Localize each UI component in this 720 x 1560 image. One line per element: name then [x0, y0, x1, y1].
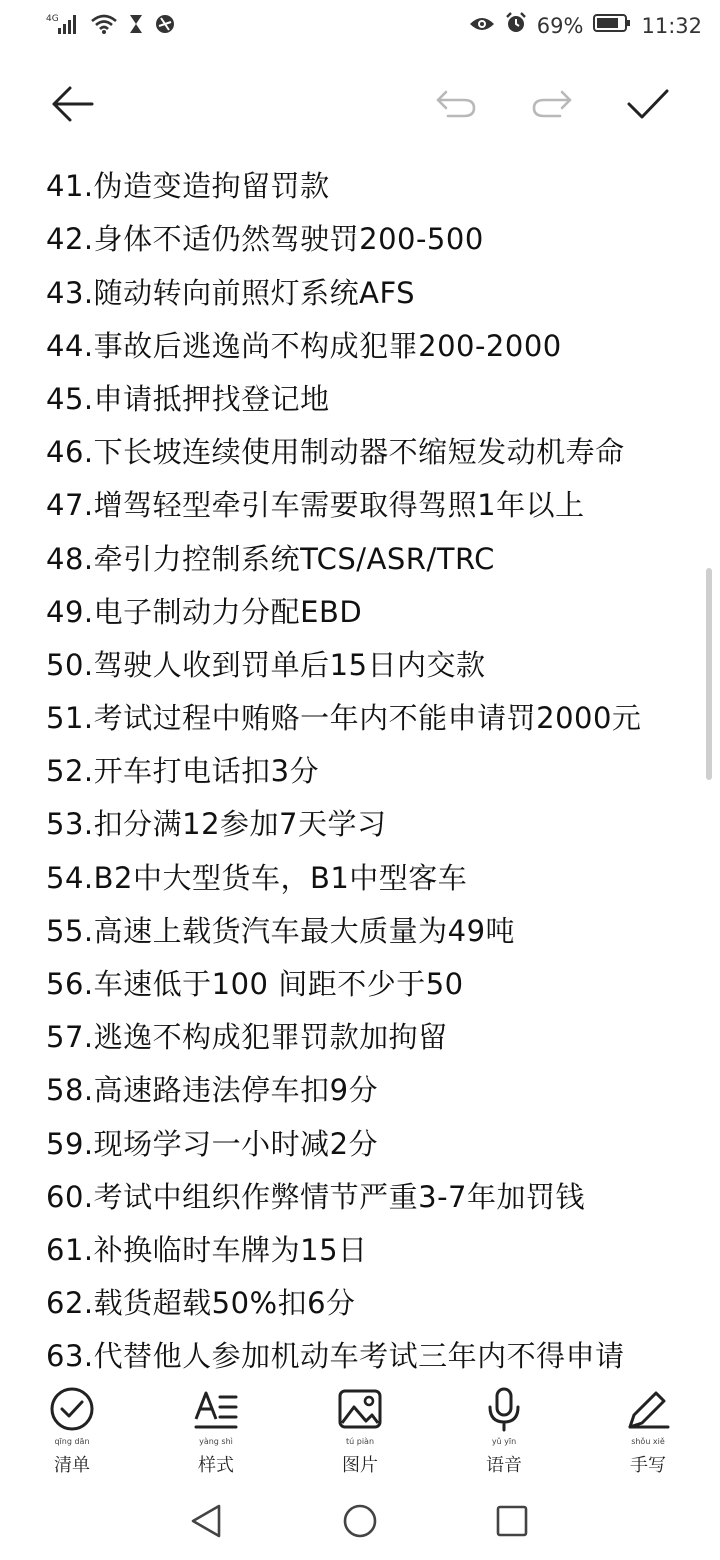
image-icon — [336, 1385, 384, 1437]
status-right — [469, 12, 702, 39]
back-button[interactable] — [42, 78, 102, 134]
nav-recents-button[interactable] — [482, 1498, 542, 1548]
eye-comfort-icon — [469, 14, 495, 38]
tab-label: 样式 — [198, 1455, 234, 1476]
note-line[interactable]: 58.高速路违法停车扣9分 — [46, 1073, 379, 1108]
note-line[interactable]: 41.伪造变造拘留罚款 — [46, 169, 330, 204]
signal-icon — [46, 12, 80, 40]
note-line[interactable]: 57.逃逸不构成犯罪罚款加拘留 — [46, 1020, 448, 1055]
wifi-icon — [90, 13, 118, 39]
tab-label: 图片 — [342, 1455, 378, 1476]
nav-back-icon — [189, 1503, 223, 1543]
tab-pinyin: yǔ yīn — [491, 1437, 517, 1446]
undo-button[interactable] — [426, 78, 486, 134]
nav-home-button[interactable] — [330, 1498, 390, 1548]
clock-time: 11:32 — [641, 13, 702, 38]
note-line[interactable]: 43.随动转向前照灯系统AFS — [46, 275, 416, 310]
note-line[interactable]: 42.身体不适仍然驾驶罚200-500 — [46, 222, 484, 257]
done-button[interactable] — [618, 78, 678, 134]
note-line[interactable]: 44.事故后逃逸尚不构成犯罪200-2000 — [46, 328, 562, 363]
note-line[interactable]: 45.申请抵押找登记地 — [46, 381, 330, 416]
vpn-globe-icon — [154, 13, 176, 39]
redo-icon — [530, 88, 574, 124]
note-line[interactable]: 56.车速低于100 间距不少于50 — [46, 967, 464, 1001]
note-line[interactable]: 51.考试过程中贿赂一年内不能申请罚2000元 — [46, 701, 642, 736]
text-style-icon — [192, 1385, 240, 1437]
tab-pinyin: qīng dān — [54, 1437, 90, 1446]
tab-label: 语音 — [486, 1455, 522, 1476]
tab-pinyin: shǒu xiě — [631, 1437, 665, 1446]
tab-voice[interactable] — [454, 1385, 554, 1477]
note-line[interactable]: 63.代替他人参加机动车考试三年内不得申请 — [46, 1339, 625, 1372]
note-line[interactable]: 50.驾驶人收到罚单后15日内交款 — [46, 647, 486, 682]
note-line[interactable]: 53.扣分满12参加7天学习 — [46, 807, 387, 842]
pen-icon — [624, 1385, 672, 1437]
status-bar — [0, 0, 720, 52]
redo-button[interactable] — [522, 78, 582, 134]
nav-back-button[interactable] — [176, 1498, 236, 1548]
system-nav-bar — [0, 1490, 720, 1560]
battery-icon — [593, 13, 631, 38]
network-type: 4G — [46, 14, 59, 24]
tab-pinyin: tú piàn — [345, 1437, 375, 1446]
note-line[interactable]: 59.现场学习一小时减2分 — [46, 1126, 379, 1161]
tab-pinyin: yàng shì — [199, 1437, 233, 1446]
editor-toolbar — [0, 60, 720, 150]
note-line[interactable]: 61.补换临时车牌为15日 — [46, 1232, 368, 1267]
note-line[interactable]: 52.开车打电话扣3分 — [46, 754, 320, 789]
arrow-left-icon — [50, 84, 94, 128]
note-line[interactable]: 55.高速上载货汽车最大质量为49吨 — [46, 913, 516, 948]
note-line[interactable]: 62.载货超载50%扣6分 — [46, 1286, 356, 1321]
undo-icon — [434, 88, 478, 124]
tab-style[interactable] — [166, 1385, 266, 1477]
bottom-toolbar — [0, 1375, 720, 1485]
checkmark-icon — [626, 87, 670, 125]
nav-recents-icon — [495, 1504, 529, 1542]
tab-handwriting[interactable] — [598, 1385, 698, 1477]
hourglass-icon — [128, 13, 144, 39]
note-lines — [46, 156, 680, 1372]
status-left — [46, 12, 176, 40]
note-line[interactable]: 48.牵引力控制系统TCS/ASR/TRC — [46, 541, 495, 576]
tab-label: 清单 — [54, 1455, 90, 1476]
microphone-icon — [480, 1385, 528, 1437]
note-body[interactable] — [0, 150, 720, 1372]
note-line[interactable]: 54.B2中大型货车，B1中型客车 — [46, 860, 468, 895]
battery-percent: 69% — [536, 13, 584, 38]
note-line[interactable]: 60.考试中组织作弊情节严重3-7年加罚钱 — [46, 1179, 585, 1214]
tab-label: 手写 — [630, 1455, 666, 1476]
checklist-icon — [48, 1385, 96, 1437]
note-line[interactable]: 49.电子制动力分配EBD — [46, 594, 363, 629]
tab-image[interactable] — [310, 1385, 410, 1477]
scrollbar-thumb[interactable] — [706, 568, 712, 780]
note-line[interactable]: 46.下长坡连续使用制动器不缩短发动机寿命 — [46, 435, 625, 470]
note-line[interactable]: 47.增驾轻型牵引车需要取得驾照1年以上 — [46, 488, 585, 523]
alarm-icon — [505, 12, 527, 39]
tab-checklist[interactable] — [22, 1385, 122, 1477]
nav-home-icon — [342, 1503, 378, 1543]
